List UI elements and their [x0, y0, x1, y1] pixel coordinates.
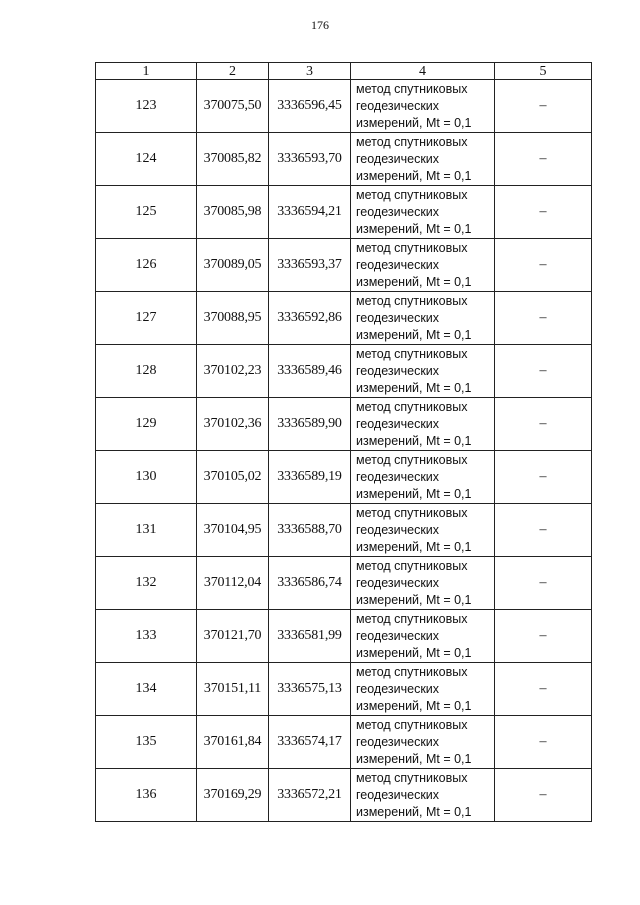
method-line: геодезических: [356, 310, 440, 325]
method-cell: [351, 663, 495, 716]
method-line: измерений, Mt = 0,1: [356, 592, 472, 607]
method-cell: [351, 239, 495, 292]
note-cell: –: [495, 292, 592, 345]
method-line: измерений, Mt = 0,1: [356, 221, 472, 236]
method-line: измерений, Mt = 0,1: [356, 274, 472, 289]
method-line: измерений, Mt = 0,1: [356, 380, 472, 395]
point-number-cell: 124: [96, 133, 197, 186]
table-row: [96, 345, 592, 398]
x-coordinate-cell: 370105,02: [197, 451, 269, 504]
method-line: измерений, Mt = 0,1: [356, 698, 472, 713]
method-line: метод спутниковых: [356, 558, 468, 573]
header-col-3: 3: [269, 63, 351, 80]
x-coordinate-cell: 370085,98: [197, 186, 269, 239]
method-line: геодезических: [356, 628, 440, 643]
method-line: измерений, Mt = 0,1: [356, 751, 472, 766]
method-cell: [351, 186, 495, 239]
y-coordinate-cell: 3336586,74: [269, 557, 351, 610]
y-coordinate-cell: 3336574,17: [269, 716, 351, 769]
method-cell: [351, 716, 495, 769]
table-row: [96, 451, 592, 504]
method-line: метод спутниковых: [356, 452, 468, 467]
y-coordinate-cell: 3336596,45: [269, 80, 351, 133]
x-coordinate-cell: 370102,23: [197, 345, 269, 398]
point-number-cell: 133: [96, 610, 197, 663]
method-line: измерений, Mt = 0,1: [356, 539, 472, 554]
method-line: геодезических: [356, 469, 440, 484]
note-cell: –: [495, 239, 592, 292]
note-cell: –: [495, 504, 592, 557]
note-cell: –: [495, 345, 592, 398]
method-line: метод спутниковых: [356, 346, 468, 361]
header-col-4: 4: [351, 63, 495, 80]
method-cell: [351, 451, 495, 504]
method-line: метод спутниковых: [356, 611, 468, 626]
method-line: геодезических: [356, 416, 440, 431]
x-coordinate-cell: 370121,70: [197, 610, 269, 663]
table-row: [96, 239, 592, 292]
method-line: геодезических: [356, 257, 440, 272]
y-coordinate-cell: 3336588,70: [269, 504, 351, 557]
y-coordinate-cell: 3336589,90: [269, 398, 351, 451]
method-line: метод спутниковых: [356, 664, 468, 679]
note-cell: –: [495, 557, 592, 610]
note-cell: –: [495, 451, 592, 504]
y-coordinate-cell: 3336592,86: [269, 292, 351, 345]
table-row: [96, 80, 592, 133]
y-coordinate-cell: 3336575,13: [269, 663, 351, 716]
table-row: [96, 716, 592, 769]
method-cell: [351, 133, 495, 186]
method-cell: [351, 345, 495, 398]
point-number-cell: 128: [96, 345, 197, 398]
method-line: геодезических: [356, 575, 440, 590]
point-number-cell: 135: [96, 716, 197, 769]
header-row: [96, 63, 592, 80]
method-cell: [351, 557, 495, 610]
table-row: [96, 557, 592, 610]
point-number-cell: 130: [96, 451, 197, 504]
note-cell: –: [495, 80, 592, 133]
y-coordinate-cell: 3336581,99: [269, 610, 351, 663]
method-cell: [351, 610, 495, 663]
table-body: [96, 80, 592, 822]
note-cell: –: [495, 663, 592, 716]
method-line: измерений, Mt = 0,1: [356, 645, 472, 660]
method-line: измерений, Mt = 0,1: [356, 433, 472, 448]
method-line: метод спутниковых: [356, 81, 468, 96]
method-line: метод спутниковых: [356, 399, 468, 414]
table-row: [96, 610, 592, 663]
method-line: геодезических: [356, 363, 440, 378]
header-col-5: 5: [495, 63, 592, 80]
method-cell: [351, 292, 495, 345]
header-col-1: 1: [96, 63, 197, 80]
x-coordinate-cell: 370085,82: [197, 133, 269, 186]
note-cell: –: [495, 186, 592, 239]
y-coordinate-cell: 3336589,19: [269, 451, 351, 504]
x-coordinate-cell: 370102,36: [197, 398, 269, 451]
method-line: метод спутниковых: [356, 134, 468, 149]
method-line: измерений, Mt = 0,1: [356, 115, 472, 130]
x-coordinate-cell: 370088,95: [197, 292, 269, 345]
method-line: метод спутниковых: [356, 187, 468, 202]
note-cell: –: [495, 133, 592, 186]
table-row: [96, 133, 592, 186]
method-line: геодезических: [356, 734, 440, 749]
method-line: метод спутниковых: [356, 293, 468, 308]
method-line: геодезических: [356, 98, 440, 113]
header-col-2: 2: [197, 63, 269, 80]
method-line: метод спутниковых: [356, 505, 468, 520]
method-line: измерений, Mt = 0,1: [356, 327, 472, 342]
point-number-cell: 123: [96, 80, 197, 133]
point-number-cell: 126: [96, 239, 197, 292]
point-number-cell: 127: [96, 292, 197, 345]
y-coordinate-cell: 3336589,46: [269, 345, 351, 398]
x-coordinate-cell: 370112,04: [197, 557, 269, 610]
method-cell: [351, 769, 495, 822]
method-line: измерений, Mt = 0,1: [356, 486, 472, 501]
method-cell: [351, 80, 495, 133]
method-line: геодезических: [356, 151, 440, 166]
note-cell: –: [495, 610, 592, 663]
point-number-cell: 136: [96, 769, 197, 822]
y-coordinate-cell: 3336572,21: [269, 769, 351, 822]
x-coordinate-cell: 370075,50: [197, 80, 269, 133]
x-coordinate-cell: 370089,05: [197, 239, 269, 292]
method-line: геодезических: [356, 787, 440, 802]
coordinates-table: [95, 62, 592, 822]
method-line: геодезических: [356, 522, 440, 537]
point-number-cell: 125: [96, 186, 197, 239]
x-coordinate-cell: 370169,29: [197, 769, 269, 822]
method-line: метод спутниковых: [356, 770, 468, 785]
table-row: [96, 186, 592, 239]
x-coordinate-cell: 370161,84: [197, 716, 269, 769]
note-cell: –: [495, 716, 592, 769]
table-row: [96, 398, 592, 451]
method-line: измерений, Mt = 0,1: [356, 804, 472, 819]
point-number-cell: 129: [96, 398, 197, 451]
y-coordinate-cell: 3336594,21: [269, 186, 351, 239]
point-number-cell: 134: [96, 663, 197, 716]
method-cell: [351, 398, 495, 451]
y-coordinate-cell: 3336593,70: [269, 133, 351, 186]
point-number-cell: 131: [96, 504, 197, 557]
table-row: [96, 769, 592, 822]
page-number: 176: [311, 18, 329, 32]
table-row: [96, 504, 592, 557]
table-row: [96, 663, 592, 716]
table-row: [96, 292, 592, 345]
x-coordinate-cell: 370151,11: [197, 663, 269, 716]
x-coordinate-cell: 370104,95: [197, 504, 269, 557]
note-cell: –: [495, 769, 592, 822]
method-line: измерений, Mt = 0,1: [356, 168, 472, 183]
y-coordinate-cell: 3336593,37: [269, 239, 351, 292]
note-cell: –: [495, 398, 592, 451]
method-line: геодезических: [356, 204, 440, 219]
method-cell: [351, 504, 495, 557]
method-line: метод спутниковых: [356, 240, 468, 255]
method-line: метод спутниковых: [356, 717, 468, 732]
point-number-cell: 132: [96, 557, 197, 610]
table-header: [96, 63, 592, 80]
method-line: геодезических: [356, 681, 440, 696]
